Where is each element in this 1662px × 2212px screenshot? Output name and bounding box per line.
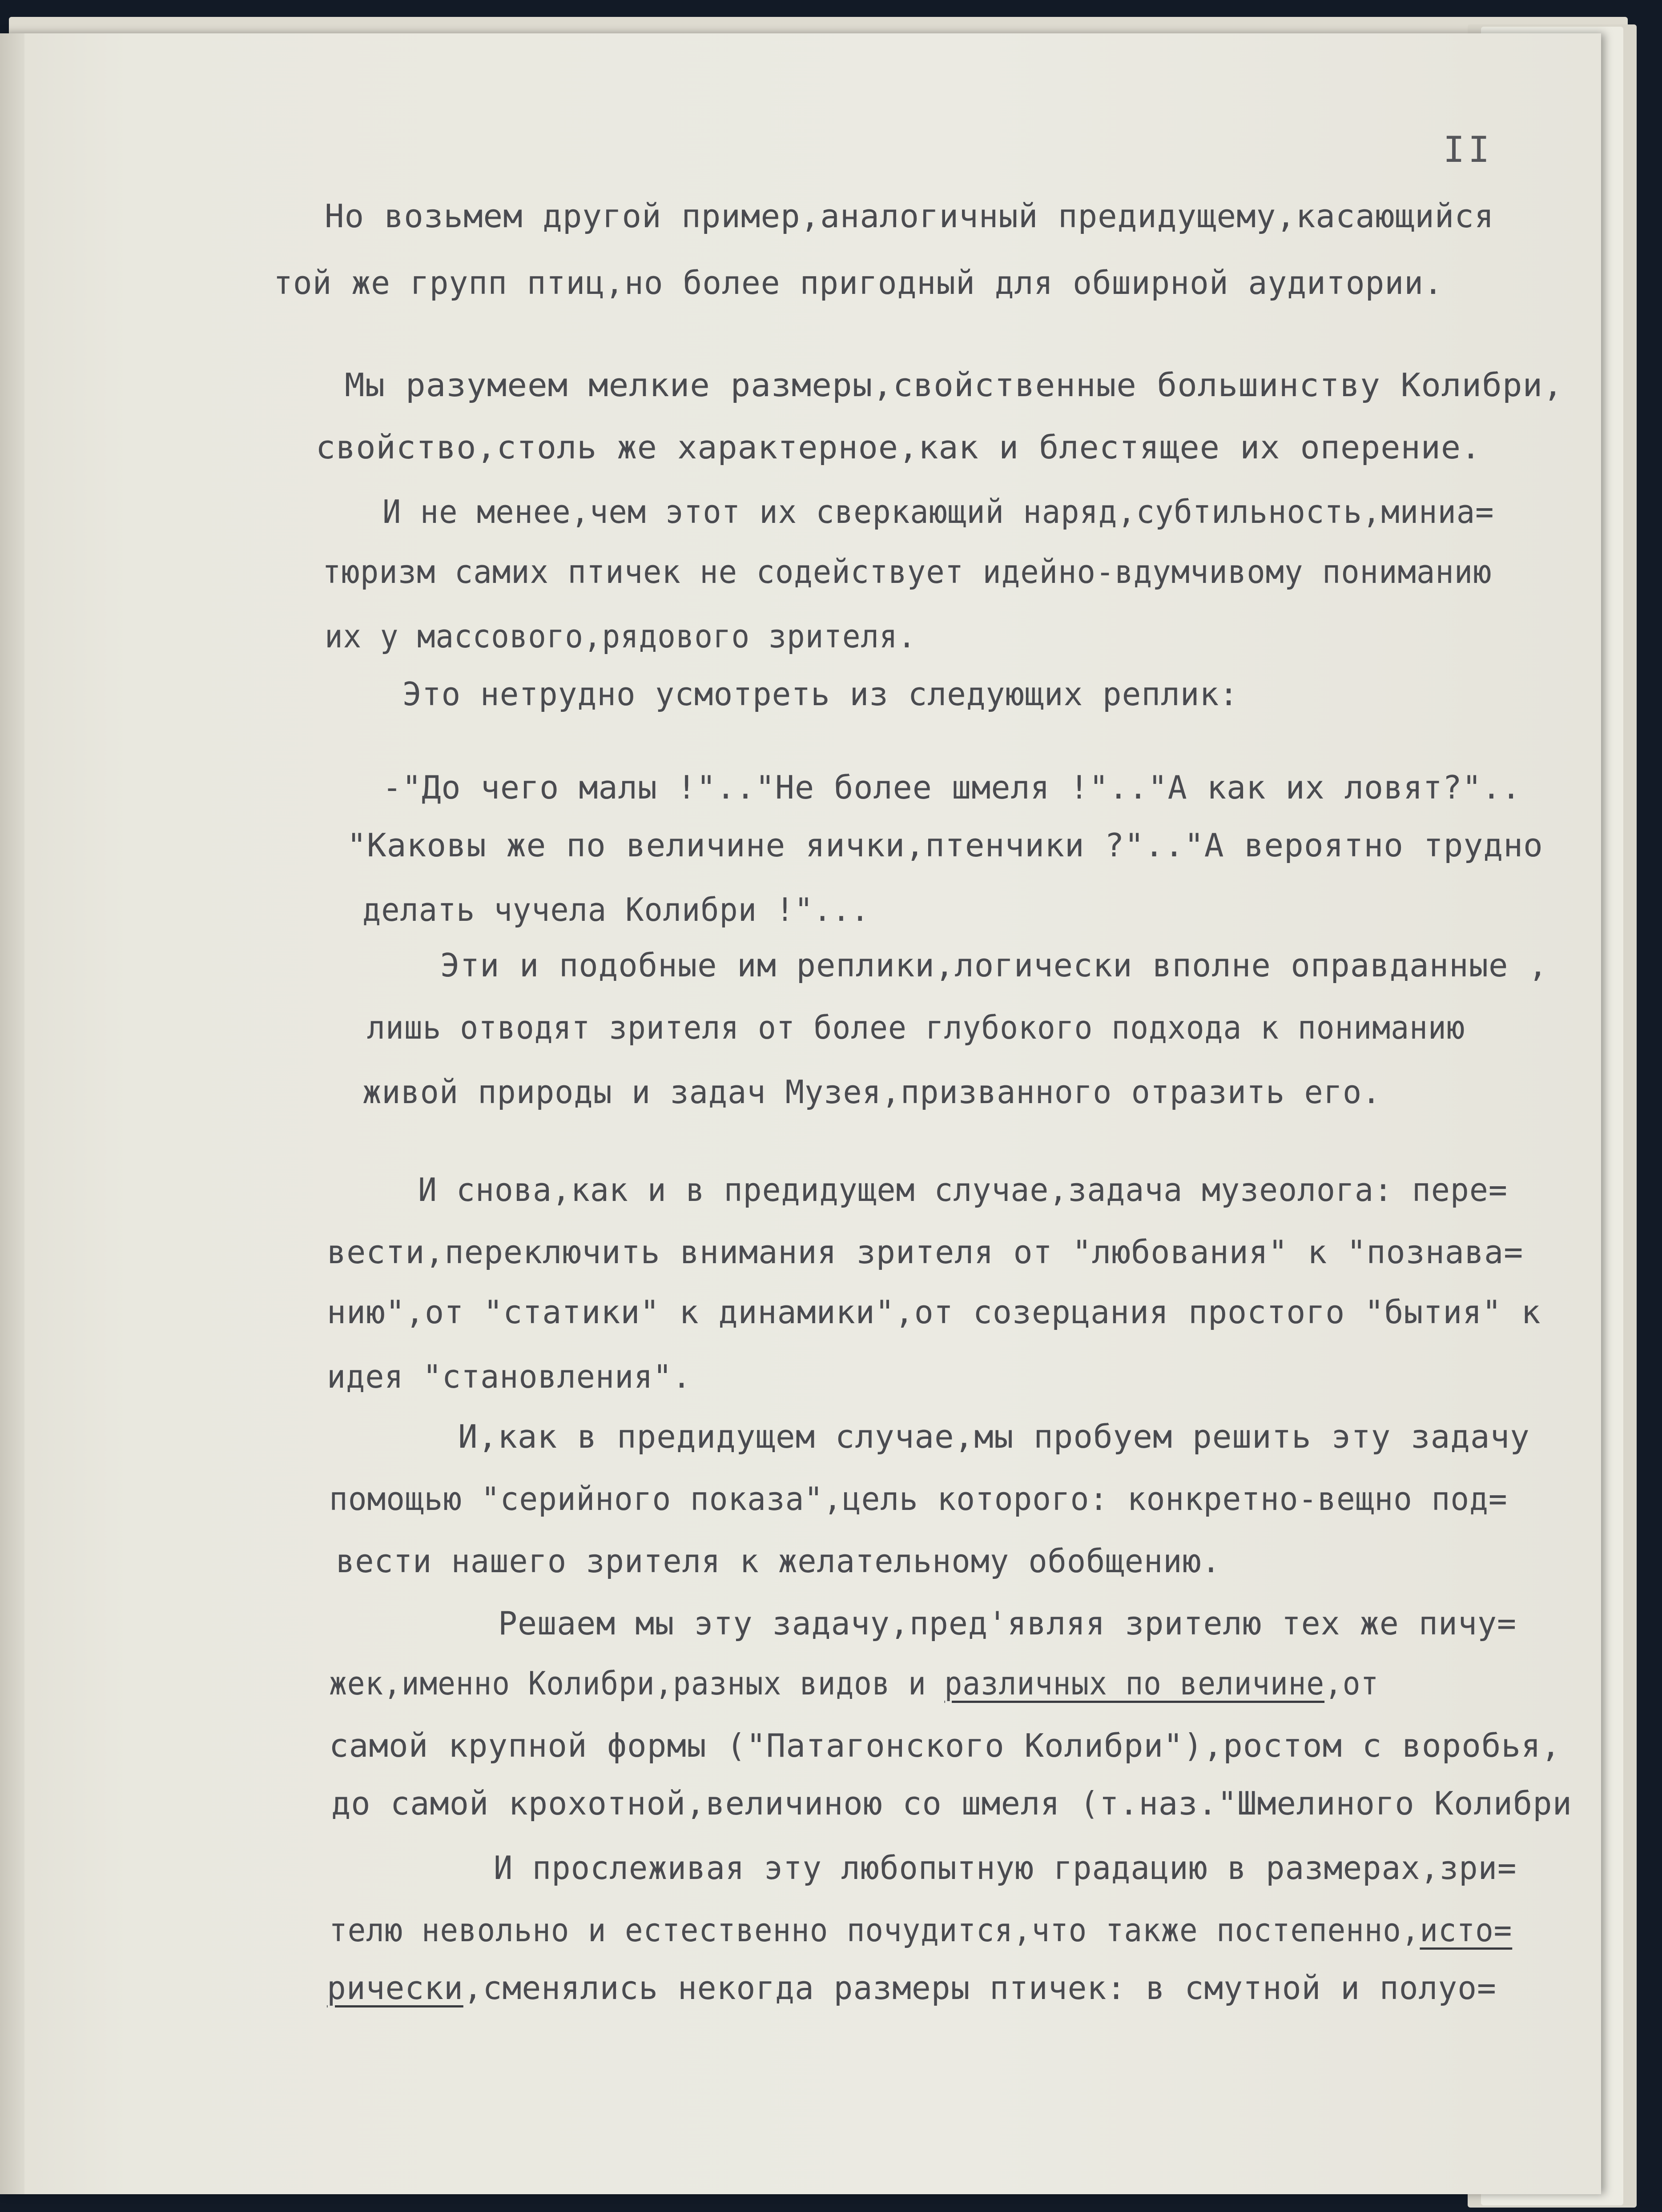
- text-line: вести,переключить внимания зрителя от "любования" к "познава=: [327, 1233, 1524, 1271]
- text-line: И снова,как и в предидущем случае,задача музеолога: пере=: [418, 1171, 1508, 1208]
- underlined-phrase: исто=: [1420, 1911, 1513, 1949]
- text-segment: телю невольно и естественно почудится,что также постепенно,: [329, 1911, 1420, 1949]
- underlined-phrase: различных по величине: [944, 1665, 1325, 1702]
- text-segment: жек,именно Колибри,разных видов и: [329, 1665, 945, 1702]
- text-line: И не менее,чем этот их сверкающий наряд,субтильность,миниа=: [382, 493, 1494, 530]
- text-line: помощью "серийного показа",цель которого: конкретно-вещно под=: [329, 1480, 1508, 1517]
- text-line: вести нашего зрителя к желательному обобщению.: [336, 1542, 1221, 1580]
- typewritten-page: [0, 33, 1601, 2194]
- text-line: живой природы и задач Музея,призванного отразить его.: [362, 1073, 1381, 1111]
- text-line: Но возьмем другой пример,аналогичный предидущему,касающийся: [325, 197, 1494, 235]
- text-line: самой крупной формы ("Патагонского Колибри"),ростом с воробья,: [329, 1727, 1561, 1764]
- text-line: [329, 1665, 1379, 1702]
- text-line: идея "становления".: [327, 1358, 692, 1395]
- text-line: лишь отводят зрителя от более глубокого подхода к пониманию: [367, 1009, 1465, 1046]
- text-line: -"До чего малы !".."Не более шмеля !".."А как их ловят?"..: [382, 769, 1521, 806]
- text-line: Мы разумеем мелкие размеры,свойственные большинству Колибри,: [345, 366, 1563, 404]
- text-line: тюризм самих птичек не содействует идейно-вдумчивому пониманию: [322, 553, 1492, 590]
- text-line: [327, 1969, 1497, 2007]
- text-line: делать чучела Колибри !"...: [362, 891, 870, 928]
- text-line: до самой крохотной,величиною со шмеля (т.наз."Шмелиного Колибри: [331, 1785, 1572, 1822]
- text-segment: ,от: [1324, 1665, 1379, 1702]
- text-line: Решаем мы эту задачу,пред'являя зрителю тех же пичу=: [498, 1605, 1517, 1642]
- text-line: "Каковы же по величине яички,птенчики ?".."А вероятно трудно: [347, 827, 1543, 864]
- page-binding-edge: [0, 33, 24, 2194]
- text-segment: ,сменялись некогда размеры птичек: в смутной и полуо=: [463, 1969, 1497, 2007]
- text-line: И прослеживая эту любопытную градацию в размерах,зри=: [494, 1849, 1517, 1887]
- underlined-phrase: рически: [327, 1969, 463, 2007]
- text-line: [329, 1911, 1513, 1949]
- text-line: свойство,столь же характерное,как и блестящее их оперение.: [316, 429, 1481, 466]
- text-line: той же групп птиц,но более пригодный для обширной аудитории.: [274, 264, 1443, 301]
- text-line: Эти и подобные им реплики,логически вполне оправданные ,: [440, 947, 1548, 984]
- page-number: II: [1443, 129, 1493, 170]
- text-line: Это нетрудно усмотреть из следующих реплик:: [402, 675, 1239, 713]
- text-line: их у массового,рядового зрителя.: [325, 618, 917, 655]
- text-line: нию",от "статики" к динамики",от созерцания простого "бытия" к: [327, 1293, 1541, 1331]
- text-line: И,как в предидущем случае,мы пробуем решить эту задачу: [458, 1418, 1530, 1455]
